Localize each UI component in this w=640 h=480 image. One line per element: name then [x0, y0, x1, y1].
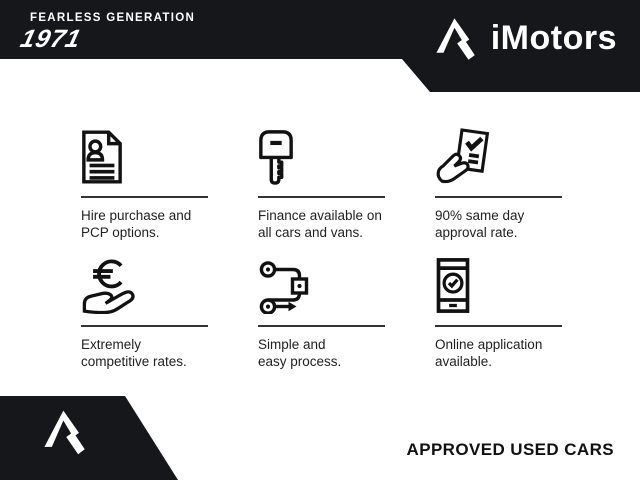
approval-checklist-icon: [435, 127, 491, 185]
feature-text-line: Simple and: [258, 337, 326, 352]
finance-contract-icon: [81, 127, 123, 185]
year-1971-logo: 1971: [17, 25, 85, 53]
feature-text-line: Hire purchase and: [81, 208, 192, 223]
feature-text-line: 90% same day: [435, 208, 525, 223]
feature-text-line: available.: [435, 354, 493, 369]
feature-text-line: all cars and vans.: [258, 225, 364, 240]
car-key-icon: [258, 127, 294, 185]
features-grid: [81, 127, 612, 385]
imotors-a-mark-icon: [434, 16, 478, 66]
imotors-a-mark-icon: [42, 408, 88, 461]
feature-caption: [435, 207, 524, 241]
feature-divider: [258, 196, 385, 198]
euro-hand-icon: [81, 256, 137, 314]
feature-text-line: Extremely: [81, 337, 142, 352]
feature-text-line: approval rate.: [435, 225, 518, 240]
feature-caption: [258, 336, 341, 370]
feature-text-line: easy process.: [258, 354, 342, 369]
process-flow-icon: [258, 256, 310, 314]
feature-caption: [258, 207, 382, 241]
feature-text-line: Online application: [435, 337, 543, 352]
feature-card: [258, 127, 390, 256]
feature-divider: [258, 325, 385, 327]
feature-card: [435, 127, 567, 256]
feature-card: [81, 256, 213, 385]
feature-card: [258, 256, 390, 385]
feature-card: [81, 127, 213, 256]
phone-check-icon: [435, 256, 471, 314]
bottom-banner-shape: [0, 396, 180, 480]
fearless-generation-brand: [17, 12, 196, 53]
feature-divider: [435, 196, 562, 198]
fearless-generation-label: FEARLESS GENERATION: [30, 12, 196, 24]
feature-divider: [81, 196, 208, 198]
feature-caption: [81, 336, 187, 370]
feature-text-line: PCP options.: [81, 225, 160, 240]
approved-used-cars-label: APPROVED USED CARS: [406, 440, 614, 459]
feature-caption: [435, 336, 542, 370]
imotors-brand: [434, 16, 617, 66]
feature-divider: [81, 325, 208, 327]
feature-card: [435, 256, 567, 385]
feature-text-line: Finance available on: [258, 208, 382, 223]
feature-caption: [81, 207, 191, 241]
imotors-wordmark: iMotors: [490, 19, 617, 57]
feature-text-line: competitive rates.: [81, 354, 187, 369]
feature-divider: [435, 325, 562, 327]
